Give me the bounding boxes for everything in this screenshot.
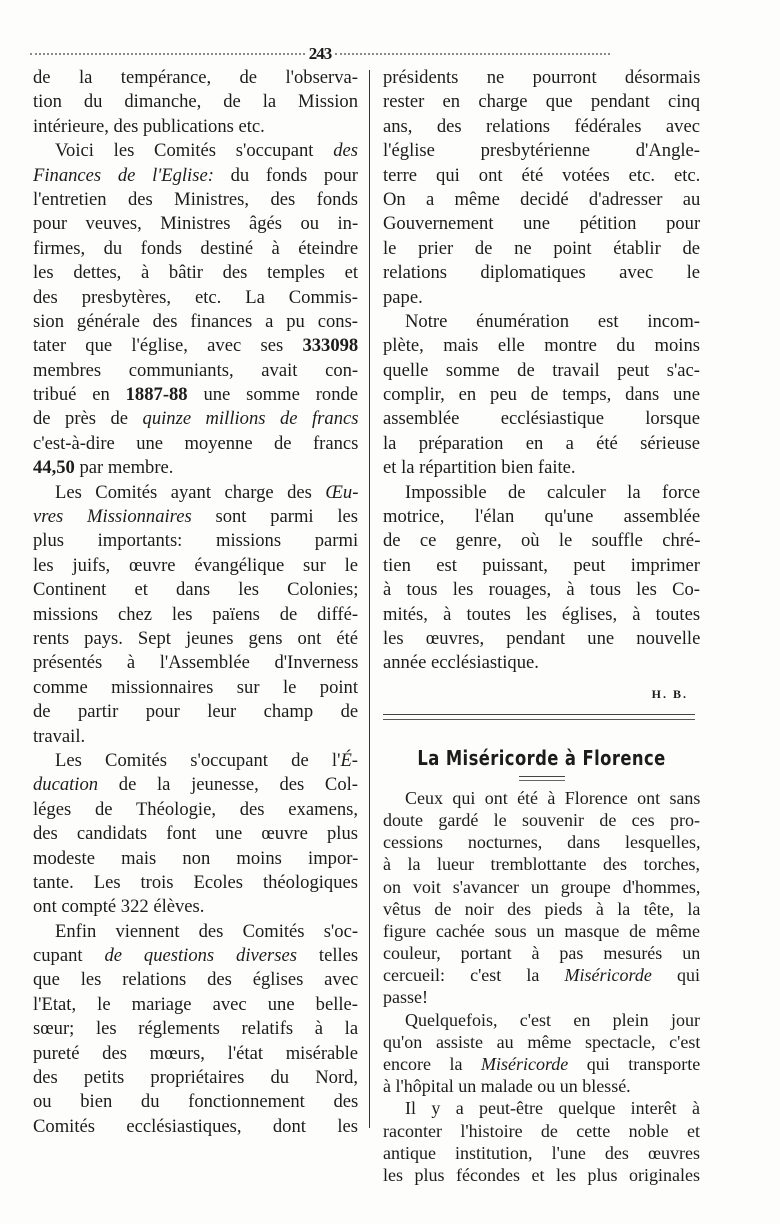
text-line: [383, 359, 700, 383]
text-segment: une somme ronde: [187, 384, 359, 406]
text-segment: firmes, du fonds destiné à éteindre: [33, 237, 359, 259]
text-line: [33, 212, 358, 236]
text-segment: de la jeunesse, des Col-: [98, 774, 358, 796]
text-segment: plète, mais elle montre du moins: [383, 335, 700, 357]
italic-text: É-: [340, 749, 358, 771]
text-segment: présidents ne pourront désormais: [383, 67, 701, 88]
text-segment: de près de: [33, 408, 143, 430]
title-ornament-rule: [519, 776, 565, 781]
text-segment: sion générale des finances a pu cons-: [33, 310, 358, 332]
text-line: [383, 66, 700, 90]
text-line: [383, 1009, 700, 1031]
text-segment: que les relations des églises avec: [33, 969, 359, 991]
text-line: [383, 964, 700, 986]
text-segment: Enfin viennent des Comités s'oc-: [55, 920, 359, 942]
text-segment: Ceux qui ont été à Florence ont sans: [405, 787, 701, 808]
text-line: [383, 139, 700, 163]
text-line: [33, 773, 358, 797]
text-line: [383, 603, 700, 627]
text-segment: cessions nocturnes, dans lesquelles,: [383, 832, 701, 853]
text-segment: de partir pour leur champ de: [33, 701, 359, 723]
text-line: [383, 1164, 700, 1186]
text-line: [383, 334, 700, 358]
text-line: [33, 407, 358, 431]
text-segment: des petits propriétaires du Nord,: [33, 1067, 359, 1089]
text-line: [33, 749, 358, 773]
text-line: [33, 188, 358, 212]
text-line: [383, 481, 700, 505]
text-line: [33, 359, 358, 383]
text-line: [33, 578, 358, 602]
text-segment: à la lueur tremblottante des torches,: [383, 854, 700, 875]
text-segment: la préparation en a été sérieuse: [383, 432, 700, 454]
page-number: 243: [308, 44, 332, 63]
text-line: [33, 261, 358, 285]
text-segment: c'est-à-dire une moyenne de francs: [33, 432, 359, 454]
text-line: [33, 115, 358, 139]
text-line: [383, 383, 700, 407]
text-segment: de la tempérance, de l'observa-: [33, 67, 358, 88]
text-line: [33, 944, 358, 968]
text-segment: du fonds pour: [213, 164, 358, 186]
text-line: [33, 968, 358, 992]
text-segment: missions chez les païens de diffé-: [33, 603, 359, 625]
italic-text: Miséricorde: [480, 1054, 569, 1075]
text-segment: Les Comités s'occupant de l': [55, 749, 341, 771]
text-line: [33, 993, 358, 1017]
text-segment: ans, des relations fédérales avec: [383, 115, 700, 137]
text-segment: pape.: [383, 286, 423, 308]
text-line: [383, 920, 700, 942]
text-line: [383, 1053, 700, 1075]
text-segment: les œuvres, pendant une nouvelle: [383, 627, 701, 649]
column-divider: [369, 70, 370, 1128]
text-segment: Comités ecclésiastiques, dont les: [33, 1115, 358, 1137]
text-segment: Impossible de calculer la force: [405, 481, 701, 503]
text-segment: à l'hôpital un malade ou un blessé.: [383, 1076, 631, 1097]
text-segment: quelle somme de travail peut s'ac-: [383, 359, 700, 381]
italic-text: Miséricorde: [564, 965, 652, 986]
right-column: [383, 66, 700, 1186]
text-line: [383, 188, 700, 212]
text-segment: l'entretien des Ministres, des fonds: [33, 188, 358, 210]
text-line: [33, 554, 358, 578]
text-line: [383, 1031, 700, 1053]
text-line: [383, 432, 700, 456]
text-line: [33, 676, 358, 700]
text-segment: qu'on assiste au même spectacle, c'est: [383, 1031, 701, 1052]
header-rule-right: [335, 53, 610, 55]
text-line: [383, 853, 700, 875]
text-segment: les plus fécondes et les plus originales: [383, 1164, 700, 1185]
text-line: [33, 871, 358, 895]
text-segment: le prier de ne point établir de: [383, 237, 700, 259]
text-line: [33, 822, 358, 846]
text-line: [33, 529, 358, 553]
text-segment: doute gardé le souvenir de ces pro-: [383, 809, 700, 830]
bold-text: 333098: [302, 335, 359, 357]
text-segment: motrice, l'élan qu'une assemblée: [383, 506, 701, 528]
text-line: [383, 809, 700, 831]
text-segment: pureté des mœurs, l'état misérable: [33, 1042, 358, 1064]
text-line: [383, 286, 700, 310]
text-line: [33, 1115, 358, 1139]
header-rule-left: [30, 53, 305, 55]
text-line: [33, 334, 358, 358]
right-column-text: [383, 66, 700, 676]
text-segment: On a même decidé d'adresser au: [383, 188, 701, 210]
italic-text: des: [333, 140, 358, 162]
text-segment: à tous les rouages, à tous les Co-: [383, 579, 700, 601]
text-segment: tion du dimanche, de la Mission: [33, 91, 358, 113]
text-line: [383, 578, 700, 602]
text-segment: cercueil: c'est la: [383, 965, 565, 986]
text-line: [383, 1075, 700, 1097]
text-segment: qui transporte: [568, 1054, 701, 1075]
text-line: [383, 876, 700, 898]
text-segment: passe!: [383, 987, 428, 1008]
text-segment: par membre.: [74, 457, 174, 479]
text-line: [33, 798, 358, 822]
text-segment: année ecclésiastique.: [383, 652, 539, 674]
text-line: [33, 66, 358, 90]
text-segment: telles: [297, 945, 359, 967]
text-line: [383, 212, 700, 236]
text-segment: Continent et dans les Colonies;: [33, 579, 359, 601]
text-line: [383, 942, 700, 964]
text-line: [33, 1066, 358, 1090]
text-segment: on voit s'avancer un groupe d'hommes,: [383, 876, 701, 897]
text-line: [383, 90, 700, 114]
text-segment: ou bien du fonctionnement des: [33, 1091, 359, 1113]
text-line: [33, 237, 358, 261]
text-line: [383, 115, 700, 139]
text-line: [383, 986, 700, 1008]
text-line: [33, 725, 358, 749]
text-segment: tater que l'église, avec ses: [33, 335, 303, 357]
text-line: [33, 310, 358, 334]
text-line: [33, 383, 358, 407]
article-body: [383, 787, 700, 1186]
text-line: [33, 456, 358, 480]
text-segment: Voici les Comités s'occupant: [55, 140, 334, 162]
text-line: [383, 651, 700, 675]
text-segment: léges de Théologie, des examens,: [33, 798, 358, 820]
text-line: [383, 1097, 700, 1119]
text-line: [383, 1142, 700, 1164]
text-segment: l'Etat, le mariage avec une belle-: [33, 993, 358, 1015]
text-segment: assemblée ecclésiastique lorsque: [383, 408, 700, 430]
text-segment: rester en charge que pendant cinq: [383, 91, 701, 113]
text-line: [383, 456, 700, 480]
text-segment: mités, à toutes les églises, à toutes: [383, 603, 701, 625]
text-segment: tien est puissant, peut imprimer: [383, 554, 700, 576]
text-segment: antique institution, l'une des œuvres: [383, 1142, 700, 1163]
text-segment: les juifs, œuvre évangélique sur le: [33, 554, 359, 576]
text-segment: tribué en: [33, 384, 126, 406]
text-line: [33, 164, 358, 188]
article-title: La Miséricorde à Florence: [417, 745, 666, 770]
text-segment: qui: [651, 965, 700, 986]
section-separator: [383, 714, 695, 720]
text-segment: raconter l'histoire de cette noble et: [383, 1120, 700, 1141]
text-segment: sont parmi les: [191, 506, 358, 528]
text-segment: des presbytères, etc. La Commis-: [33, 286, 358, 308]
text-segment: présentés à l'Assemblée d'Inverness: [33, 652, 359, 674]
text-line: [383, 898, 700, 920]
author-signature: H. B.: [651, 686, 688, 701]
text-segment: ont compté 322 élèves.: [33, 896, 205, 918]
text-segment: l'église presbytérienne d'Angle-: [383, 140, 700, 162]
text-segment: Les Comités ayant charge des: [55, 481, 326, 503]
text-line: [33, 603, 358, 627]
text-segment: encore la: [383, 1054, 481, 1075]
text-segment: modeste mais non moins impor-: [33, 847, 359, 869]
text-segment: vêtus de noir des pieds à la tête, la: [383, 898, 701, 919]
text-segment: figure cachée sous un masque de même: [383, 920, 700, 941]
text-line: [33, 286, 358, 310]
text-segment: plus importants: missions parmi: [33, 530, 359, 552]
text-line: [33, 651, 358, 675]
text-line: [33, 920, 358, 944]
text-line: [383, 529, 700, 553]
text-line: [33, 481, 358, 505]
text-line: [383, 787, 700, 809]
text-segment: cupant: [33, 945, 105, 967]
text-segment: rents pays. Sept jeunes gens ont été: [33, 627, 358, 649]
text-segment: Quelquefois, c'est en plein jour: [405, 1009, 700, 1030]
text-segment: relations diplomatiques avec le: [383, 262, 700, 284]
left-column: [33, 66, 358, 1139]
text-segment: Gouvernement une pétition pour: [383, 213, 701, 235]
text-line: [383, 831, 700, 853]
text-segment: des candidats font une œuvre plus: [33, 823, 358, 845]
text-line: [383, 1120, 700, 1142]
text-segment: complir, en peu de temps, dans une: [383, 384, 700, 406]
italic-text: ducation: [33, 774, 99, 796]
text-line: [383, 261, 700, 285]
text-segment: Notre énumération est incom-: [405, 310, 700, 332]
text-line: [33, 432, 358, 456]
text-line: [383, 310, 700, 334]
text-line: [33, 90, 358, 114]
text-segment: comme missionnaires sur le point: [33, 676, 358, 698]
text-line: [33, 847, 358, 871]
text-line: [383, 627, 700, 651]
text-line: [383, 505, 700, 529]
italic-text: Œu-: [325, 481, 359, 503]
italic-text: quinze millions de francs: [142, 408, 359, 430]
text-line: [33, 700, 358, 724]
text-line: [33, 895, 358, 919]
text-segment: de ce genre, où le souffle chré-: [383, 530, 701, 552]
page-header: [30, 44, 610, 64]
text-segment: sœur; les réglements relatifs à la: [33, 1018, 359, 1040]
italic-text: Finances de l'Eglise:: [33, 164, 214, 186]
text-line: [33, 505, 358, 529]
text-segment: pour veuves, Ministres âgés ou in-: [33, 213, 359, 235]
text-segment: et la répartition bien faite.: [383, 457, 576, 479]
text-segment: terre qui ont été votées etc. etc.: [383, 164, 701, 186]
text-segment: Il y a peut-être quelque interêt à: [405, 1098, 700, 1119]
text-line: [383, 237, 700, 261]
text-line: [33, 627, 358, 651]
text-line: [33, 1017, 358, 1041]
italic-text: de questions diverses: [104, 945, 297, 967]
text-line: [33, 139, 358, 163]
text-line: [33, 1090, 358, 1114]
italic-text: vres Missionnaires: [33, 506, 192, 528]
text-segment: les dettes, à bâtir des temples et: [33, 262, 358, 284]
text-segment: membres communiants, avait con-: [33, 359, 359, 381]
text-segment: travail.: [33, 725, 86, 747]
text-line: [33, 1042, 358, 1066]
text-line: [383, 407, 700, 431]
bold-text: 1887-88: [125, 384, 188, 406]
bold-text: 44,50: [33, 457, 75, 479]
text-line: [383, 554, 700, 578]
text-segment: intérieure, des publications etc.: [33, 115, 265, 137]
text-line: [383, 164, 700, 188]
text-segment: couleur, portant à pas mesurés un: [383, 943, 701, 964]
text-segment: tante. Les trois Ecoles théologiques: [33, 871, 358, 893]
